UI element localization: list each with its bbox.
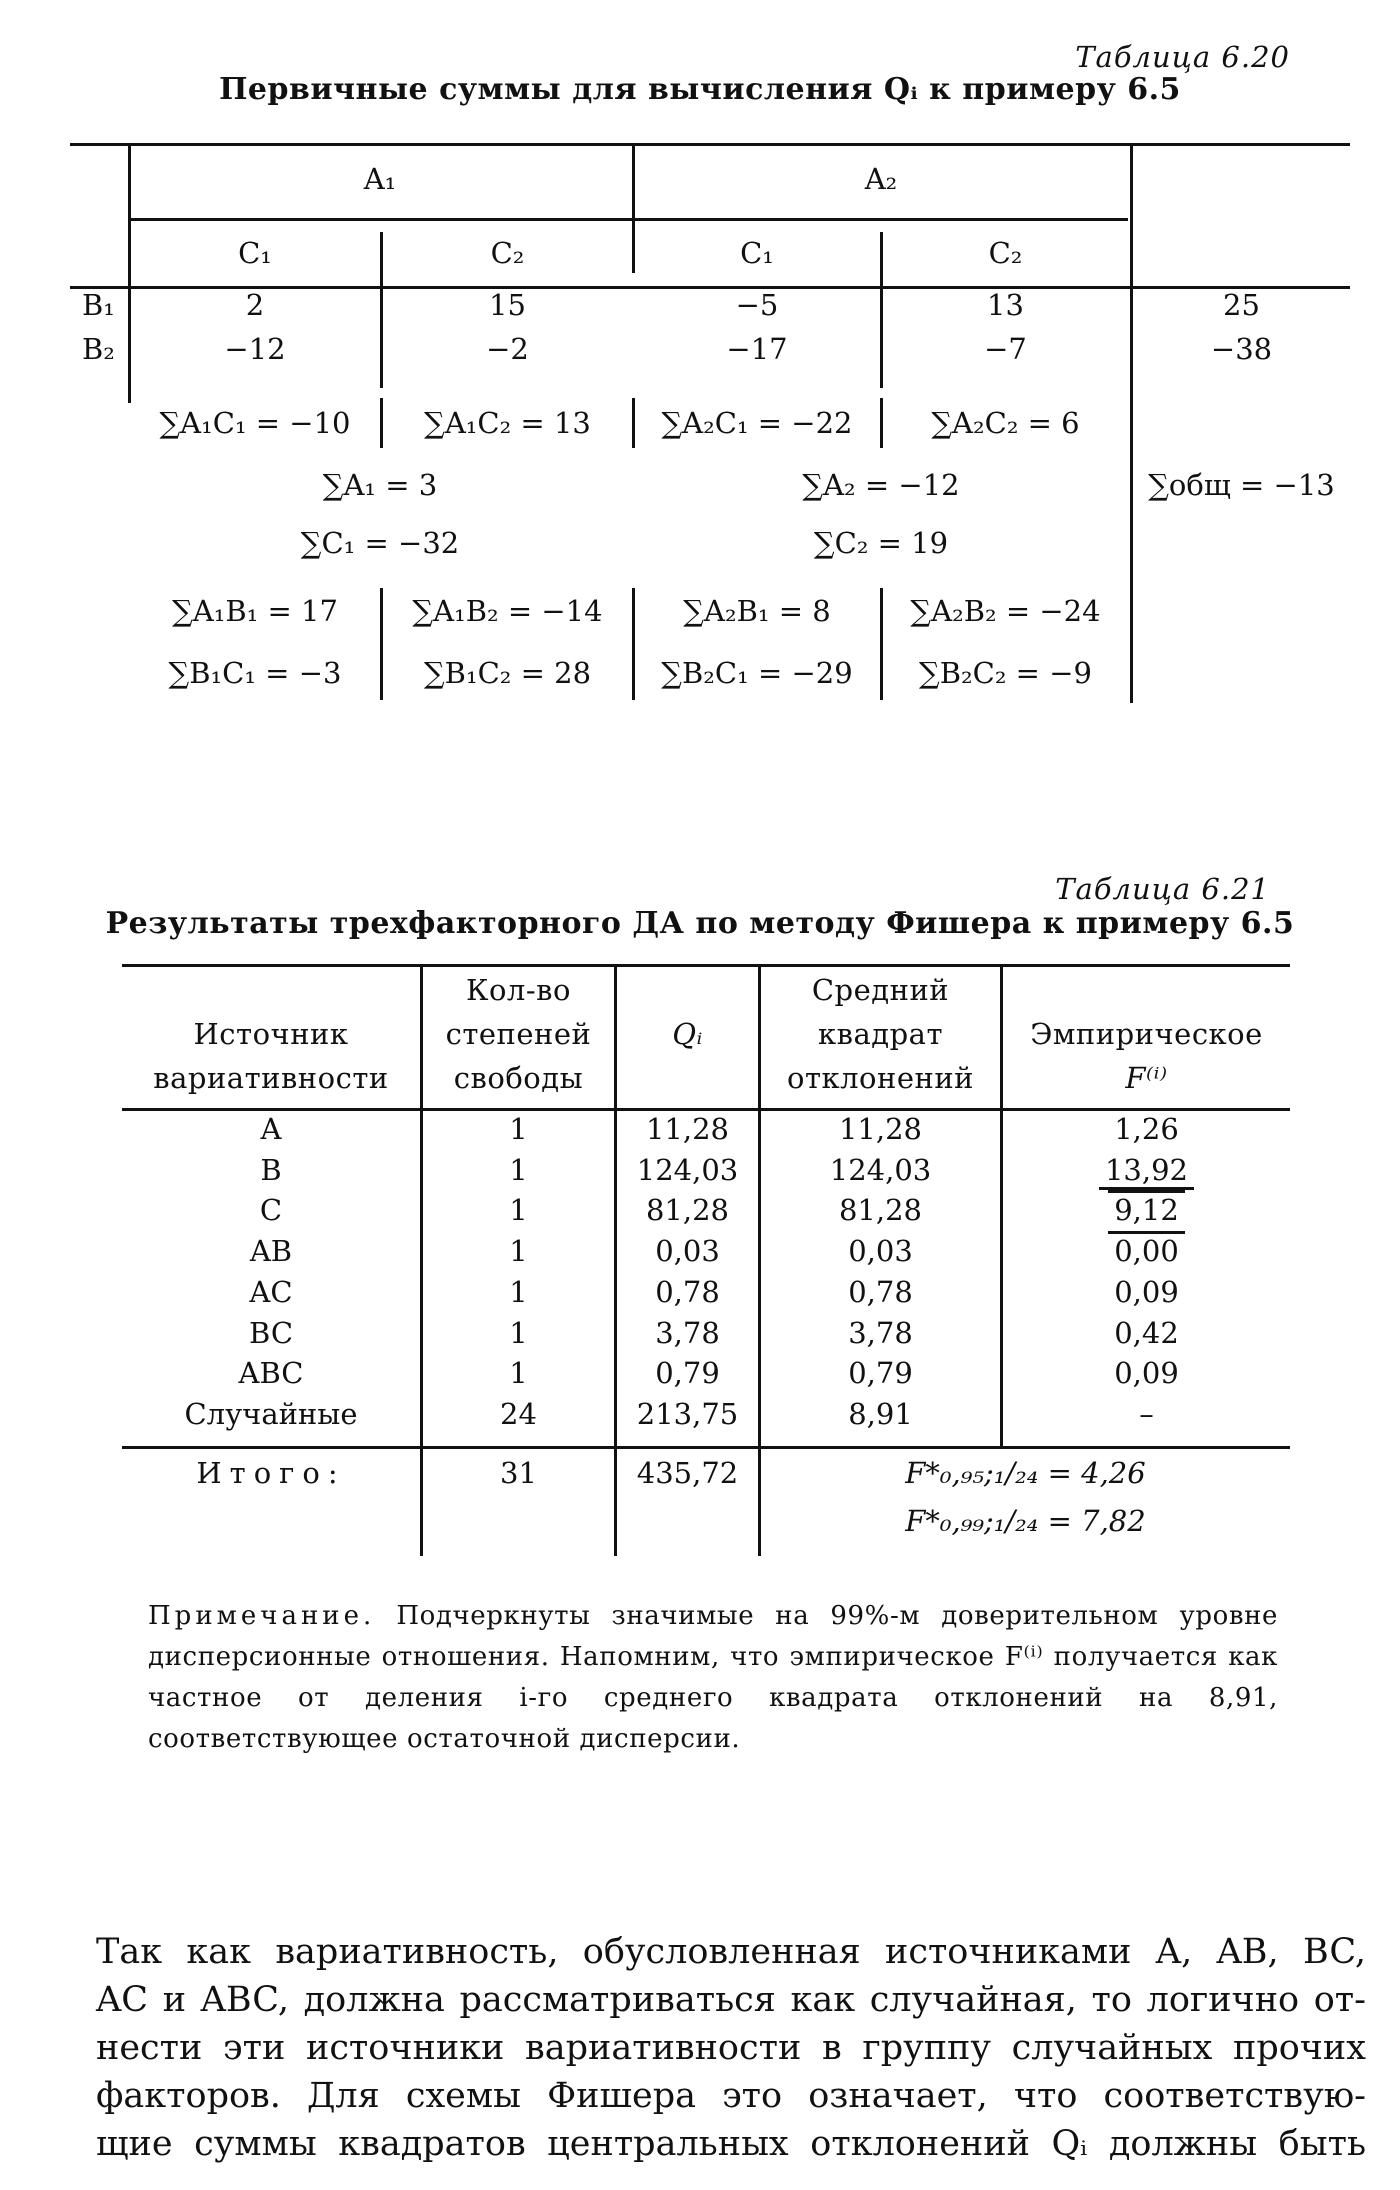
row-df: 1	[509, 1234, 528, 1269]
row-source: A	[260, 1112, 282, 1146]
col-header-line: Qᵢ	[672, 1017, 703, 1051]
col-header-line: Средний	[811, 973, 950, 1007]
underlined-value: 0,00	[1108, 1231, 1185, 1268]
row-df: 1	[509, 1315, 528, 1350]
total-q: 435,72	[636, 1456, 739, 1490]
underlined-value: 9,12	[1108, 1190, 1185, 1227]
row-source: Случайные	[184, 1396, 358, 1431]
row-q: 11,28	[645, 1112, 730, 1146]
table-cell: 13	[987, 288, 1024, 322]
row-q: 81,28	[645, 1193, 730, 1228]
row-ms: 11,28	[838, 1112, 923, 1146]
row-q: 213,75	[636, 1396, 739, 1431]
note-label: Примечание.	[148, 1601, 376, 1631]
top-rule	[70, 143, 1350, 146]
paragraph-line: Так как вариативность, обусловленная источниками A, AB, BC,	[96, 1932, 1366, 1972]
underlined-value: 13,92	[1099, 1153, 1194, 1190]
note-text: Подчеркнуты значимые на 99%-м доверительном уровне дисперсионные отношения. Напомним, что эмпирическое F⁽ⁱ⁾ получается как частное от деления i-го среднего квадрата отклонений на 8,91, соответствующее остаточной дисперсии.	[148, 1601, 1278, 1754]
row-ms: 124,03	[829, 1152, 932, 1187]
row-ms: 81,28	[838, 1193, 923, 1228]
row-f: 0,42	[1114, 1315, 1179, 1350]
header-c: C₂	[490, 236, 525, 270]
header-a2: A₂	[864, 162, 898, 196]
row-df: 1	[509, 1112, 528, 1146]
header-c: C₁	[238, 236, 272, 270]
col-header-line: квадрат	[818, 1017, 943, 1051]
table-title: Первичные суммы для вычисления Qᵢ к примеру 6.5	[219, 72, 1181, 107]
row-q: 124,03	[636, 1152, 739, 1187]
sum-total: ∑общ = −13	[1148, 468, 1335, 502]
col-header-line: Эмпирическое	[1030, 1017, 1263, 1051]
row-df: 24	[500, 1396, 537, 1431]
row-df: 1	[509, 1274, 528, 1309]
row-total: −38	[1210, 332, 1273, 366]
row-ms: 8,91	[848, 1396, 913, 1431]
table-cell: −17	[726, 332, 788, 366]
sum-c2: ∑C₂ = 19	[813, 526, 949, 560]
row-q: 3,78	[655, 1315, 720, 1350]
col-header-line: F⁽ⁱ⁾	[1125, 1061, 1168, 1095]
sum-ab: ∑A₂B₁ = 8	[683, 594, 831, 628]
row-label: B₂	[82, 332, 115, 366]
row-f: 0,09	[1114, 1356, 1179, 1391]
col-header-line: Источник	[193, 1017, 349, 1051]
row-q: 0,78	[655, 1274, 720, 1309]
row-q: 0,03	[655, 1234, 720, 1269]
row-label: B₁	[82, 288, 115, 322]
f-critical-95: F*₀,₉₅;₁/₂₄ = 4,26	[905, 1456, 1146, 1490]
sum-ac: ∑A₁C₁ = −10	[159, 406, 351, 440]
sum-ac: ∑A₁C₂ = 13	[424, 406, 591, 440]
table-cell: −2	[486, 332, 529, 366]
row-total: 25	[1223, 288, 1260, 322]
row-ms: 0,03	[848, 1234, 913, 1269]
row-source: C	[259, 1193, 283, 1228]
paragraph-line: AC и ABC, должна рассматриваться как случайная, то логично от-	[96, 1980, 1366, 2020]
col-header-df	[423, 968, 614, 1100]
f-critical-99: F*₀,₉₉;₁/₂₄ = 7,82	[905, 1504, 1146, 1538]
sum-ac: ∑A₂C₁ = −22	[661, 406, 853, 440]
row-source: ABC	[238, 1356, 304, 1391]
body-rule	[122, 1446, 1290, 1449]
sum-bc: ∑B₂C₁ = −29	[661, 656, 853, 690]
row-ms: 0,78	[848, 1274, 913, 1309]
sum-c1: ∑C₁ = −32	[300, 526, 460, 560]
header-a1: A₁	[363, 162, 397, 196]
col-header-line: свободы	[453, 1061, 584, 1095]
row-source: AB	[249, 1234, 293, 1269]
a-rule	[130, 218, 1128, 221]
body-paragraph	[96, 1928, 1366, 2168]
paragraph-line: щие суммы квадратов центральных отклонений Qᵢ должны быть	[96, 2124, 1366, 2164]
table-title: Результаты трехфакторного ДА по методу Фишера к примеру 6.5	[105, 906, 1295, 941]
row-source: AC	[249, 1274, 293, 1309]
header-c: C₁	[740, 236, 774, 270]
sum-a1: ∑A₁ = 3	[322, 468, 438, 502]
row-ms: 3,78	[848, 1315, 913, 1350]
row-f	[1003, 1193, 1290, 1227]
paragraph-line: нести эти источники вариативности в группу случайных прочих	[96, 2028, 1366, 2068]
sum-ab: ∑A₁B₂ = −14	[412, 594, 603, 628]
sum-ac: ∑A₂C₂ = 6	[931, 406, 1080, 440]
row-source: B	[260, 1152, 282, 1187]
row-df: 1	[509, 1356, 528, 1391]
sum-bc: ∑B₂C₂ = −9	[919, 656, 1092, 690]
sum-bc: ∑B₁C₂ = 28	[423, 656, 592, 690]
row-f	[1003, 1153, 1290, 1187]
col-header-line: степеней	[445, 1017, 592, 1051]
col-header-f	[1003, 1012, 1290, 1100]
vline-total	[1130, 143, 1133, 703]
row-f: 1,26	[1114, 1112, 1179, 1146]
table-note	[148, 1596, 1278, 1760]
table-cell: −7	[984, 332, 1027, 366]
col-header-ms	[761, 968, 1000, 1100]
col-header-line: вариативности	[153, 1061, 389, 1095]
total-df: 31	[500, 1456, 537, 1490]
col-header-q	[617, 1012, 758, 1056]
paragraph-line: факторов. Для схемы Фишера это означает, что соответствую-	[96, 2076, 1366, 2116]
row-f: –	[1139, 1396, 1154, 1431]
row-f: 0,09	[1114, 1274, 1179, 1309]
row-source: BC	[248, 1315, 294, 1350]
table-cell: 15	[489, 288, 526, 322]
col-header-source	[122, 1012, 420, 1100]
total-label: Итого:	[196, 1456, 346, 1490]
sum-bc: ∑B₁C₁ = −3	[168, 656, 342, 690]
table-caption: Таблица 6.20	[1075, 40, 1290, 74]
row-ms: 0,79	[848, 1356, 913, 1391]
row-q: 0,79	[655, 1356, 720, 1391]
sum-ab: ∑A₂B₂ = −24	[910, 594, 1101, 628]
table-cell: −12	[224, 332, 286, 366]
row-f	[1003, 1234, 1290, 1268]
table-cell: 2	[245, 288, 265, 322]
col-header-line: отклонений	[787, 1061, 974, 1095]
sum-ab: ∑A₁B₁ = 17	[172, 594, 338, 628]
table-cell: −5	[735, 288, 779, 322]
col-header-line: Кол-во	[466, 973, 571, 1007]
top-rule	[122, 964, 1290, 967]
header-c: C₂	[988, 236, 1023, 270]
row-df: 1	[509, 1193, 528, 1228]
sum-a2: ∑A₂ = −12	[802, 468, 960, 502]
header-rule	[122, 1108, 1290, 1111]
row-df: 1	[509, 1152, 528, 1187]
table-caption: Таблица 6.21	[1055, 872, 1270, 906]
